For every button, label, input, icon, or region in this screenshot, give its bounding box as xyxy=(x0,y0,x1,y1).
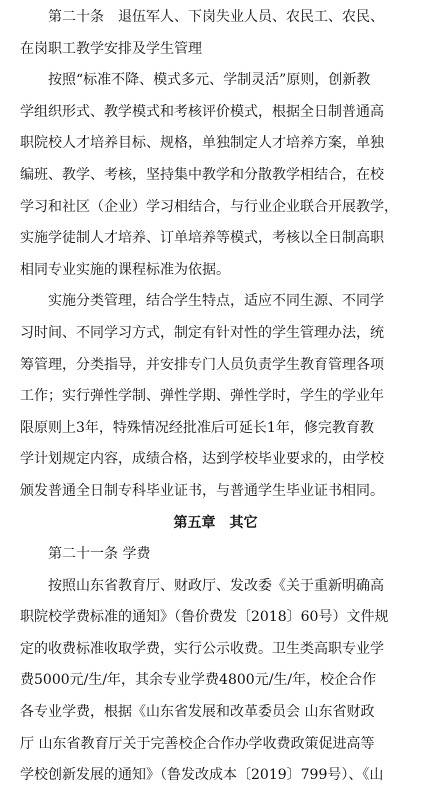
paragraph-3-line-3: 定的收费标准收取学费，实行公示收费。卫生类高职专业学 xyxy=(20,640,384,657)
paragraph-2-line-5: 限原则上3年，特殊情况经批准后可延长1年，修完教育教 xyxy=(20,419,374,436)
paragraph-1-line-1: 按照“标准不降、模式多元、学制灵活”原则，创新教 xyxy=(48,72,371,89)
paragraph-3-line-1: 按照山东省教育厅、财政厅、发改委《关于重新明确高 xyxy=(48,577,384,594)
article-20-title-line-2: 在岗职工教学安排及学生管理 xyxy=(20,40,202,57)
paragraph-1-line-2: 学组织形式、教学模式和考核评价模式，根据全日制普通高 xyxy=(20,103,384,120)
paragraph-3-line-7: 学校创新发展的通知》（鲁发改成本〔2019〕799号）、《山 xyxy=(20,767,384,784)
paragraph-2-line-3: 筹管理，分类指导，并安排专门人员负责学生教育管理各项 xyxy=(20,356,384,373)
paragraph-3-line-2: 职院校学费标准的通知》（鲁价费发〔2018〕60号）文件规 xyxy=(20,609,389,626)
paragraph-2-line-6: 学计划规定内容，成绩合格，达到学校毕业要求的，由学校 xyxy=(20,451,384,468)
paragraph-3-line-6: 厅 山东省教育厅关于完善校企合作办学收费政策促进高等 xyxy=(20,735,375,752)
article-20-title-line-1: 第二十条 退伍军人、下岗失业人员、农民工、农民、 xyxy=(48,9,384,25)
paragraph-1-line-5: 学习和社区（企业）学习相结合，与行业企业联合开展教学， xyxy=(20,198,398,215)
paragraph-1-line-7: 相同专业实施的课程标准为依据。 xyxy=(20,261,230,278)
article-21-title: 第二十一条 学费 xyxy=(48,546,151,563)
paragraph-1-line-6: 实施学徒制人才培养、订单培养等模式，考核以全日制高职 xyxy=(20,230,384,247)
paragraph-1-line-3: 职院校人才培养目标、规格，单独制定人才培养方案，单独 xyxy=(20,135,384,152)
paragraph-2-line-7: 颁发普通全日制专科毕业证书，与普通学生毕业证书相同。 xyxy=(20,482,384,499)
paragraph-2-line-1: 实施分类管理，结合学生特点，适应不同生源、不同学 xyxy=(48,293,384,310)
paragraph-2-line-2: 习时间、不同学习方式，制定有针对性的学生管理办法，统 xyxy=(20,324,384,341)
paragraph-3-line-5: 各专业学费，根据《山东省发展和改革委员会 山东省财政 xyxy=(20,704,375,721)
chapter-5-heading: 第五章 其它 xyxy=(173,514,258,531)
paragraph-3-line-4: 费5000元/生/年，其余专业学费4800元/生/年，校企合作 xyxy=(20,672,377,689)
paragraph-1-line-4: 编班、教学、考核，坚持集中教学和分散教学相结合，在校 xyxy=(20,166,384,183)
paragraph-2-line-4: 工作；实行弹性学制、弹性学期、弹性学时，学生的学业年 xyxy=(20,388,384,405)
